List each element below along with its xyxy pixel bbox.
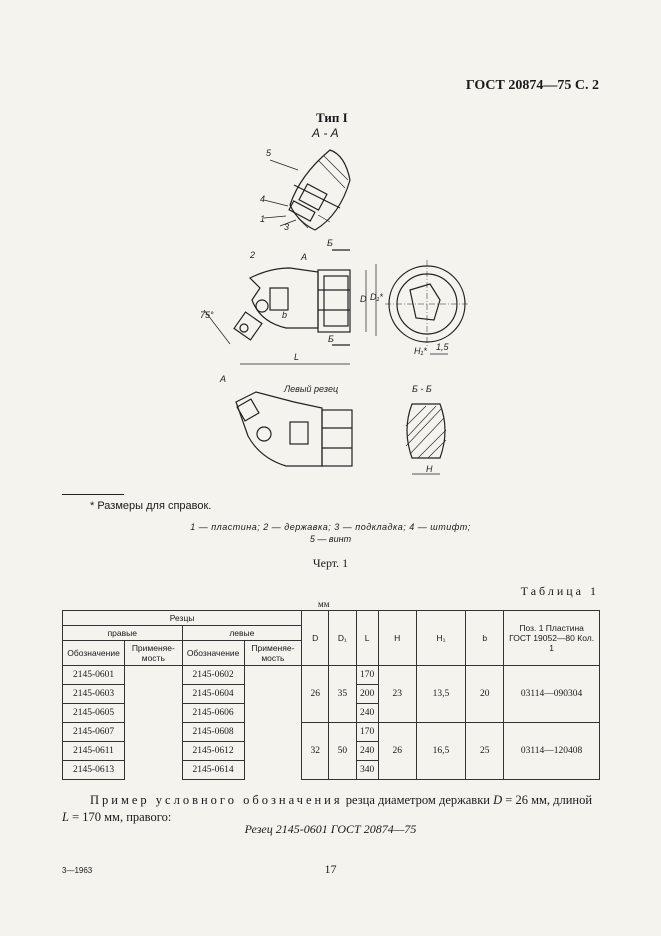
example-lead: Пример условного обозначения — [90, 793, 343, 807]
page-number: 17 — [324, 862, 337, 876]
footnote: * Размеры для справок. — [90, 500, 212, 512]
header-plate: Поз. 1 Пластина ГОСТ 19052—80 Кол. 1 — [504, 611, 600, 666]
header-D1: D₁ — [329, 611, 356, 666]
example-var-d: D — [493, 793, 503, 807]
table-row — [63, 666, 600, 685]
svg-text:H: H — [426, 464, 433, 474]
svg-text:1: 1 — [260, 214, 266, 224]
table-units: мм — [318, 599, 330, 609]
svg-text:4: 4 — [260, 194, 266, 204]
header-b: b — [466, 611, 504, 666]
cell-left: 2145-0604 — [182, 685, 244, 704]
cell-L: 240 — [356, 704, 378, 723]
cell-right: 2145-0603 — [63, 685, 125, 704]
svg-text:Левый резец: Левый резец — [284, 384, 339, 394]
cell-left: 2145-0602 — [182, 666, 244, 685]
example-text1: резца диаметром державки — [342, 793, 494, 807]
header-right: правые — [63, 626, 183, 641]
cell-D1: 50 — [329, 723, 356, 780]
cell-D: 26 — [302, 666, 329, 723]
cell-L: 200 — [356, 685, 378, 704]
cell-H: 23 — [378, 666, 416, 723]
technical-drawing — [190, 140, 480, 490]
header-cutters: Резцы — [63, 611, 302, 626]
section-aa-label: А - А — [312, 126, 339, 140]
cell-D1: 35 — [329, 666, 356, 723]
svg-text:5: 5 — [266, 148, 272, 158]
svg-text:D₁*: D₁* — [370, 292, 383, 302]
cell-b: 20 — [466, 666, 504, 723]
table-title: Таблица 1 — [520, 584, 599, 598]
cell-left: 2145-0612 — [182, 742, 244, 761]
type-title: Тип I — [316, 110, 348, 125]
svg-text:А: А — [301, 252, 308, 262]
table-row — [63, 723, 600, 742]
cell-left: 2145-0608 — [182, 723, 244, 742]
header-left: левые — [182, 626, 302, 641]
cell-right: 2145-0607 — [63, 723, 125, 742]
example-var-l: L — [62, 810, 69, 824]
svg-text:Б: Б — [328, 334, 334, 344]
cell-right: 2145-0601 — [63, 666, 125, 685]
header-D: D — [302, 611, 329, 666]
cell-L: 340 — [356, 761, 378, 780]
cell-L: 170 — [356, 723, 378, 742]
header-left-designation: Обозначение — [182, 641, 244, 666]
svg-text:H₁*: H₁* — [414, 346, 427, 356]
designation-example — [62, 792, 602, 826]
header-right-designation: Обозначение — [63, 641, 125, 666]
page-header: ГОСТ 20874—75 С. 2 — [465, 78, 599, 93]
svg-text:Б: Б — [327, 238, 333, 248]
cell-right: 2145-0611 — [63, 742, 125, 761]
cell-L: 170 — [356, 666, 378, 685]
cell-H: 26 — [378, 723, 416, 780]
svg-text:3: 3 — [284, 222, 290, 232]
cell-L: 240 — [356, 742, 378, 761]
svg-text:Б - Б: Б - Б — [412, 384, 432, 394]
cell-plate: 03114—090304 — [504, 666, 600, 723]
header-L: L — [356, 611, 378, 666]
print-code: 3—1963 — [62, 866, 93, 875]
svg-text:1,5: 1,5 — [436, 342, 449, 352]
cell-D: 32 — [302, 723, 329, 780]
example-text2: = 26 мм, длиной — [502, 793, 593, 807]
cell-left: 2145-0606 — [182, 704, 244, 723]
example-code: Резец 2145-0601 ГОСТ 20874—75 — [244, 822, 417, 836]
header-H: H — [378, 611, 416, 666]
header-H1: H₁ — [416, 611, 466, 666]
figure-caption: Черт. 1 — [312, 556, 349, 570]
example-text3: = 170 мм, правого: — [68, 810, 172, 824]
cell-right: 2145-0613 — [63, 761, 125, 780]
parts-legend-line2: 5 — винт — [309, 534, 352, 544]
footnote-rule — [62, 494, 124, 495]
header-right-application: Применяе-мость — [125, 641, 183, 666]
cell-H1: 13,5 — [416, 666, 466, 723]
cell-plate: 03114—120408 — [504, 723, 600, 780]
svg-text:75°: 75° — [200, 310, 214, 320]
cell-b: 25 — [466, 723, 504, 780]
cell-H1: 16,5 — [416, 723, 466, 780]
parts-legend-line1: 1 — пластина; 2 — державка; 3 — подкладка; 4 — штифт; — [190, 522, 471, 532]
svg-text:b: b — [282, 310, 288, 320]
header-left-application: Применяе-мость — [244, 641, 302, 666]
cell-left: 2145-0614 — [182, 761, 244, 780]
svg-text:2: 2 — [250, 250, 256, 260]
spec-table — [62, 610, 600, 780]
cell-right: 2145-0605 — [63, 704, 125, 723]
svg-text:А: А — [220, 374, 227, 384]
svg-text:L: L — [294, 352, 300, 362]
svg-text:D: D — [360, 294, 367, 304]
